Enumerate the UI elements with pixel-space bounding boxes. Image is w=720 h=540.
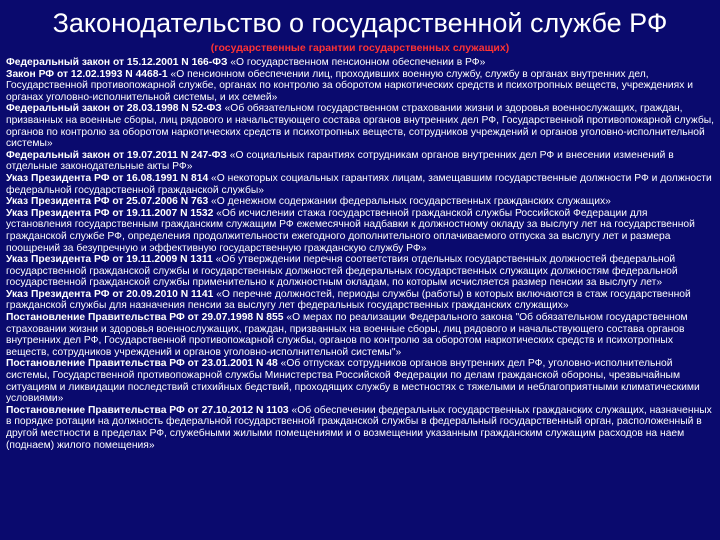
list-item	[6, 150, 714, 173]
legal-acts-list	[6, 57, 714, 451]
act-reference: Указ Президента РФ от 20.09.2010 N 1141	[6, 288, 214, 300]
act-reference: Постановление Правительства РФ от 29.07.1998 N 855	[6, 312, 284, 324]
act-reference: Федеральный закон от 15.12.2001 N 166-ФЗ	[6, 57, 228, 68]
act-reference: Закон РФ от 12.02.1993 N 4468-1	[6, 68, 168, 80]
list-item	[6, 103, 714, 149]
act-title: «О денежном содержании федеральных государственных гражданских служащих»	[208, 196, 611, 208]
list-item	[6, 405, 714, 451]
act-title: «Об отпусках сотрудников органов внутренних дел РФ, уголовно-исполнительной системы, Государственной противопожарной службы Министерства Российской Федерации по делам гражданской обороны, чрезвычайным ситуациям и ликвидации последствий стихийных бедствий, проходящих службу в местностях с тяжелыми и неблагоприятными климатическими условиями»	[6, 358, 700, 405]
act-reference: Постановление Правительства РФ от 23.01.2001 N 48	[6, 358, 278, 370]
act-title: «Об обязательном государственном страховании жизни и здоровья военнослужащих, граждан, призванных на военные сборы, лиц рядового и начальствующего состава органов внутренних дел РФ, Государственной противопожарной службы, органов по контролю за оборотом наркотических средств и психотропных веществ, сотрудников учреждений и органов уголовно-исполнительной системы»	[6, 103, 714, 150]
list-item	[6, 173, 714, 196]
list-item	[6, 312, 714, 358]
list-item	[6, 208, 714, 254]
act-title: «Об утверждении перечня соответствия отдельных государственных должностей федеральной государственной гражданской службы и государственных должностей федеральных государственных служащих должностям федеральной государственной гражданской службы применительно к должностным окладам, по которым исчисляется размер пенсии за выслугу лет»	[6, 254, 678, 289]
act-title: «Об обеспечении федеральных государственных гражданских служащих, назначенных в порядке ротации на должность федеральной государственной гражданской службы в федеральный государственный орган, расположенный в другой местности в пределах РФ, служебными жилыми помещениями и о возмещении указанным гражданским служащим расходов на наем (поднаем) жилого помещения»	[6, 404, 712, 451]
act-title: «О некоторых социальных гарантиях лицам, замещавшим государственные должности РФ и должности федеральной государственной гражданской службы»	[6, 172, 712, 196]
act-reference: Постановление Правительства РФ от 27.10.2012 N 1103	[6, 404, 289, 416]
list-item	[6, 196, 714, 208]
act-title: «О мерах по реализации Федерального закона "Об обязательном государственном страховании жизни и здоровья военнослужащих, граждан, призванных на военные сборы, лиц рядового и начальствующего состава органов внутренних дел РФ, Государственной противопожарной службы, органов по контролю за оборотом наркотических средств и психотропных веществ, сотрудников учреждений и органов уголовно-исполнительной системы"»	[6, 312, 688, 358]
act-title: «О пенсионном обеспечении лиц, проходивших военную службу, службу в органах внутренних дел, Государственной противопожарной службе, органах по контролю за оборотом наркотических средств и психотропных веществ, учреждениях и органах уголовно-исполнительной системы, и их семей»	[6, 68, 694, 103]
list-item	[6, 289, 714, 312]
list-item	[6, 69, 714, 104]
act-reference: Федеральный закон от 19.07.2011 N 247-ФЗ	[6, 149, 227, 161]
list-item	[6, 57, 714, 69]
act-reference: Указ Президента РФ от 25.07.2006 N 763	[6, 196, 209, 208]
slide-subtitle: (государственные гарантии государственных служащих)	[210, 42, 510, 54]
act-reference: Федеральный закон от 28.03.1998 N 52-ФЗ	[6, 103, 222, 115]
slide-title: Законодательство о государственной службе РФ	[52, 8, 668, 38]
act-title: «О перечне должностей, периоды службы (работы) в которых включаются в стаж государственной гражданской службы для назначения пенсии за выслугу лет федеральных государственных гражданских служащих»	[6, 288, 691, 312]
list-item	[6, 358, 714, 404]
act-reference: Указ Президента РФ от 16.08.1991 N 814	[6, 172, 209, 184]
act-reference: Указ Президента РФ от 19.11.2009 N 1311	[6, 254, 213, 266]
list-item	[6, 254, 714, 289]
act-title: «Об исчислении стажа государственной гражданской службы Российской Федерации для установления государственным гражданским служащим РФ ежемесячной надбавки к должностному окладу за выслугу лет на государственной гражданской службе РФ, определения продолжительности ежегодного дополнительного оплачиваемого отпуска за выслугу лет и размера поощрений за безупречную и эффективную государственную гражданскую службу РФ»	[6, 207, 695, 254]
act-reference: Указ Президента РФ от 19.11.2007 N 1532	[6, 207, 214, 219]
act-title: «О государственном пенсионном обеспечении в РФ»	[227, 57, 486, 68]
act-title: «О социальных гарантиях сотрудникам органов внутренних дел РФ и внесении изменений в отдельные законодательные акты РФ»	[6, 149, 674, 173]
